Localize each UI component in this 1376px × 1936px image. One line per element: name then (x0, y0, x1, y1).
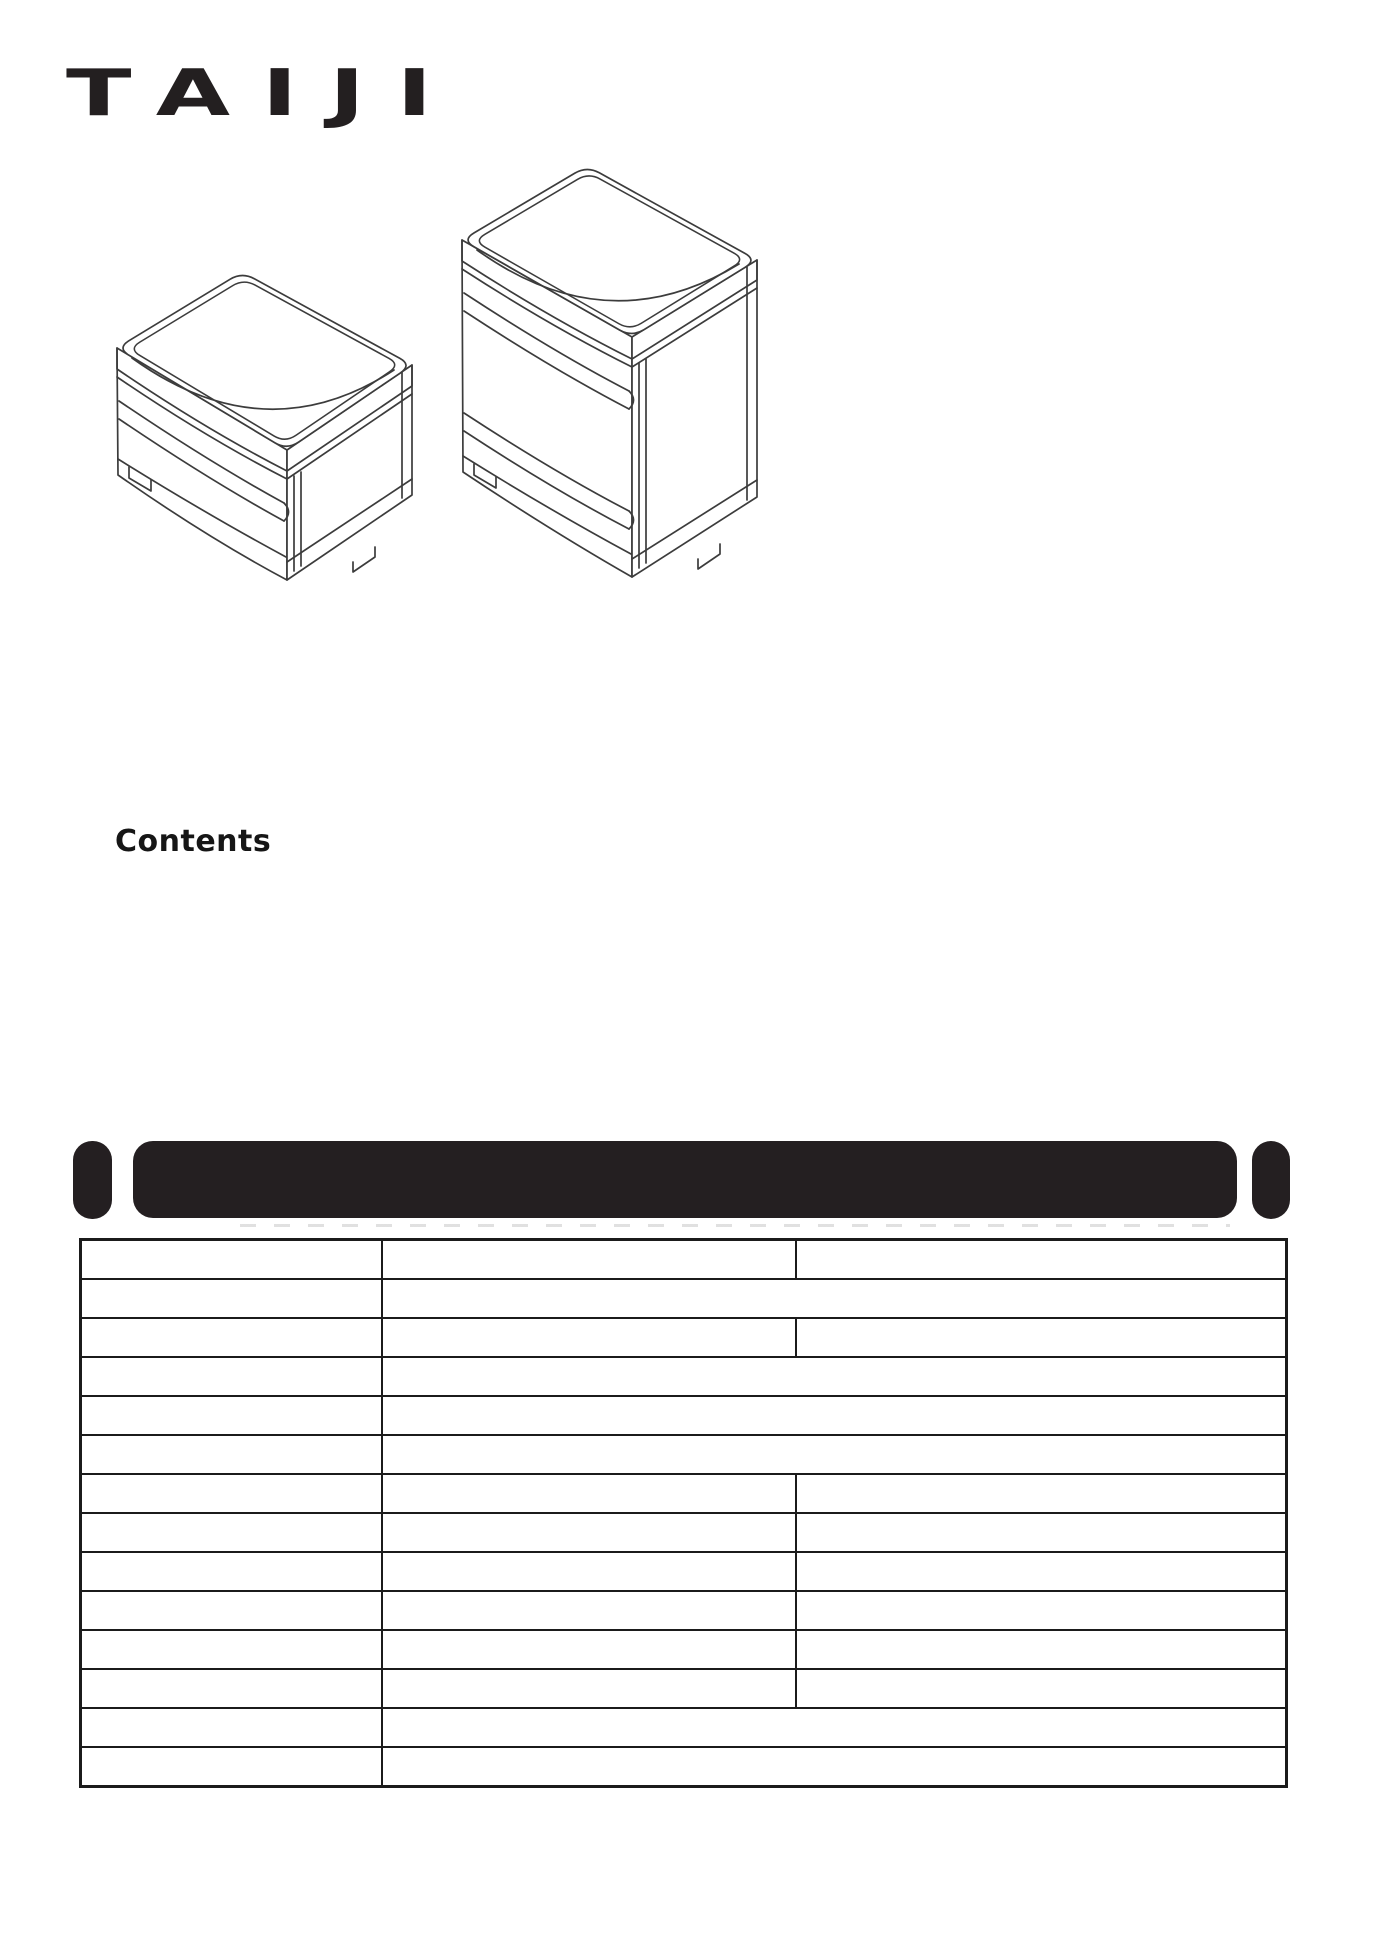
table-row (81, 1435, 1287, 1474)
table-row (81, 1357, 1287, 1396)
spec-table (79, 1238, 1288, 1788)
table-row (81, 1552, 1287, 1591)
base-foot-notch (698, 544, 720, 569)
table-cell (382, 1240, 796, 1280)
table-cell (81, 1747, 382, 1787)
table-cell (81, 1669, 382, 1708)
table-row (81, 1318, 1287, 1357)
table-row (81, 1708, 1287, 1747)
table-cell (81, 1396, 382, 1435)
table-cell (81, 1240, 382, 1280)
table-cell (382, 1396, 1287, 1435)
base-foot-notch (353, 547, 375, 572)
table-cell (81, 1708, 382, 1747)
table-cell (382, 1552, 796, 1591)
table-cell (382, 1591, 796, 1630)
table-row (81, 1591, 1287, 1630)
table-row (81, 1474, 1287, 1513)
table-row (81, 1279, 1287, 1318)
table-cell (796, 1318, 1287, 1357)
section-bar-right-cap (1252, 1141, 1290, 1219)
table-cell (796, 1669, 1287, 1708)
table-cell (81, 1552, 382, 1591)
table-cell (796, 1240, 1287, 1280)
scan-artifact-line (240, 1224, 1230, 1227)
table-cell (382, 1747, 1287, 1787)
table-row (81, 1396, 1287, 1435)
table-row (81, 1747, 1287, 1787)
table-cell (382, 1630, 796, 1669)
table-cell (382, 1474, 796, 1513)
table-cell (796, 1630, 1287, 1669)
table-row (81, 1513, 1287, 1552)
two-drawer-cabinet-illustration (458, 162, 760, 582)
table-cell (81, 1513, 382, 1552)
table-cell (382, 1669, 796, 1708)
single-drawer-cabinet-illustration (113, 266, 417, 584)
table-cell (81, 1279, 382, 1318)
table-cell (382, 1708, 1287, 1747)
section-bar-left-cap (73, 1141, 112, 1219)
contents-heading: Contents (115, 824, 272, 859)
table-cell (382, 1318, 796, 1357)
brand-logo: TAIJI (66, 57, 464, 131)
table-cell (382, 1435, 1287, 1474)
table-cell (796, 1513, 1287, 1552)
section-header-bar (133, 1141, 1237, 1218)
table-cell (81, 1318, 382, 1357)
table-cell (796, 1591, 1287, 1630)
table-row (81, 1240, 1287, 1280)
spec-table-body (81, 1240, 1287, 1787)
table-cell (81, 1435, 382, 1474)
table-cell (81, 1630, 382, 1669)
table-row (81, 1630, 1287, 1669)
table-cell (81, 1357, 382, 1396)
table-cell (382, 1513, 796, 1552)
table-cell (796, 1552, 1287, 1591)
table-row (81, 1669, 1287, 1708)
table-cell (81, 1591, 382, 1630)
table-cell (796, 1474, 1287, 1513)
table-cell (382, 1357, 1287, 1396)
table-cell (382, 1279, 1287, 1318)
table-cell (81, 1474, 382, 1513)
